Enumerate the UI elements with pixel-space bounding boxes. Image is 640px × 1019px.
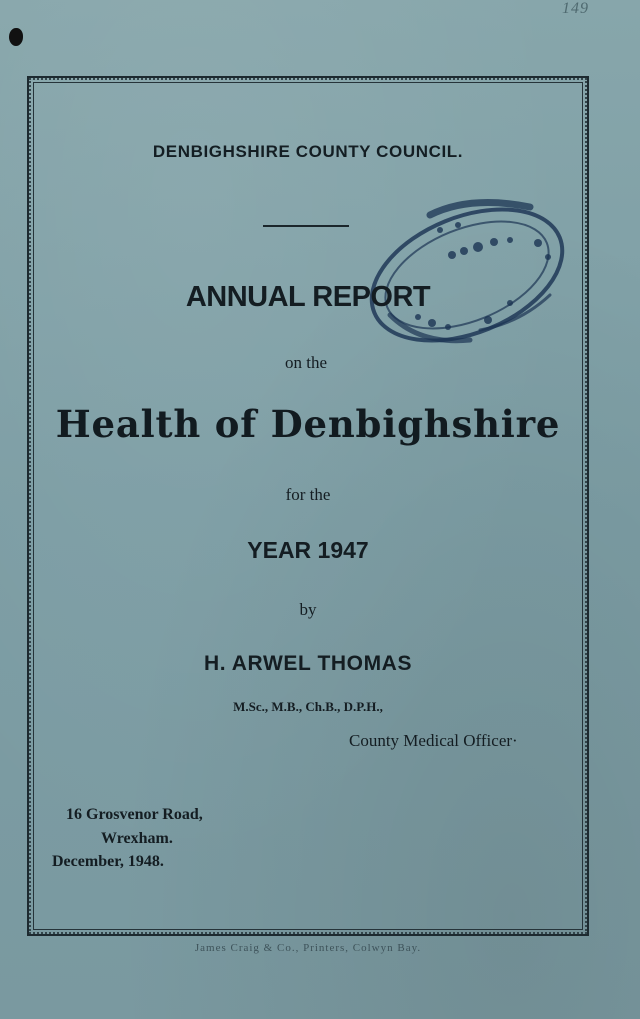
author-role: County Medical Officer· — [349, 731, 518, 750]
report-year: YEAR 1947 — [247, 537, 369, 563]
connector-for-the: for the — [285, 485, 331, 504]
author-degrees: M.Sc., M.B., Ch.B., D.P.H., — [233, 699, 383, 714]
address-line-date: December, 1948. — [52, 853, 164, 870]
connector-by: by — [299, 600, 317, 619]
handwritten-note: 149 — [562, 0, 589, 17]
author-name: H. ARWEL THOMAS — [203, 652, 413, 675]
printer-imprint: James Craig & Co., Printers, Colwyn Bay. — [194, 942, 422, 954]
connector-on-the: on the — [284, 353, 328, 372]
library-stamp — [360, 195, 575, 355]
address-line-street: 16 Grosvenor Road, — [66, 806, 203, 823]
ink-blot — [9, 28, 23, 46]
address-line-town: Wrexham. — [101, 830, 173, 847]
council-heading: DENBIGHSHIRE COUNTY COUNCIL. — [152, 142, 464, 161]
heading-rule — [263, 225, 349, 227]
report-title: ANNUAL REPORT — [185, 281, 431, 313]
main-title: Health of Denbighshire — [55, 402, 561, 446]
